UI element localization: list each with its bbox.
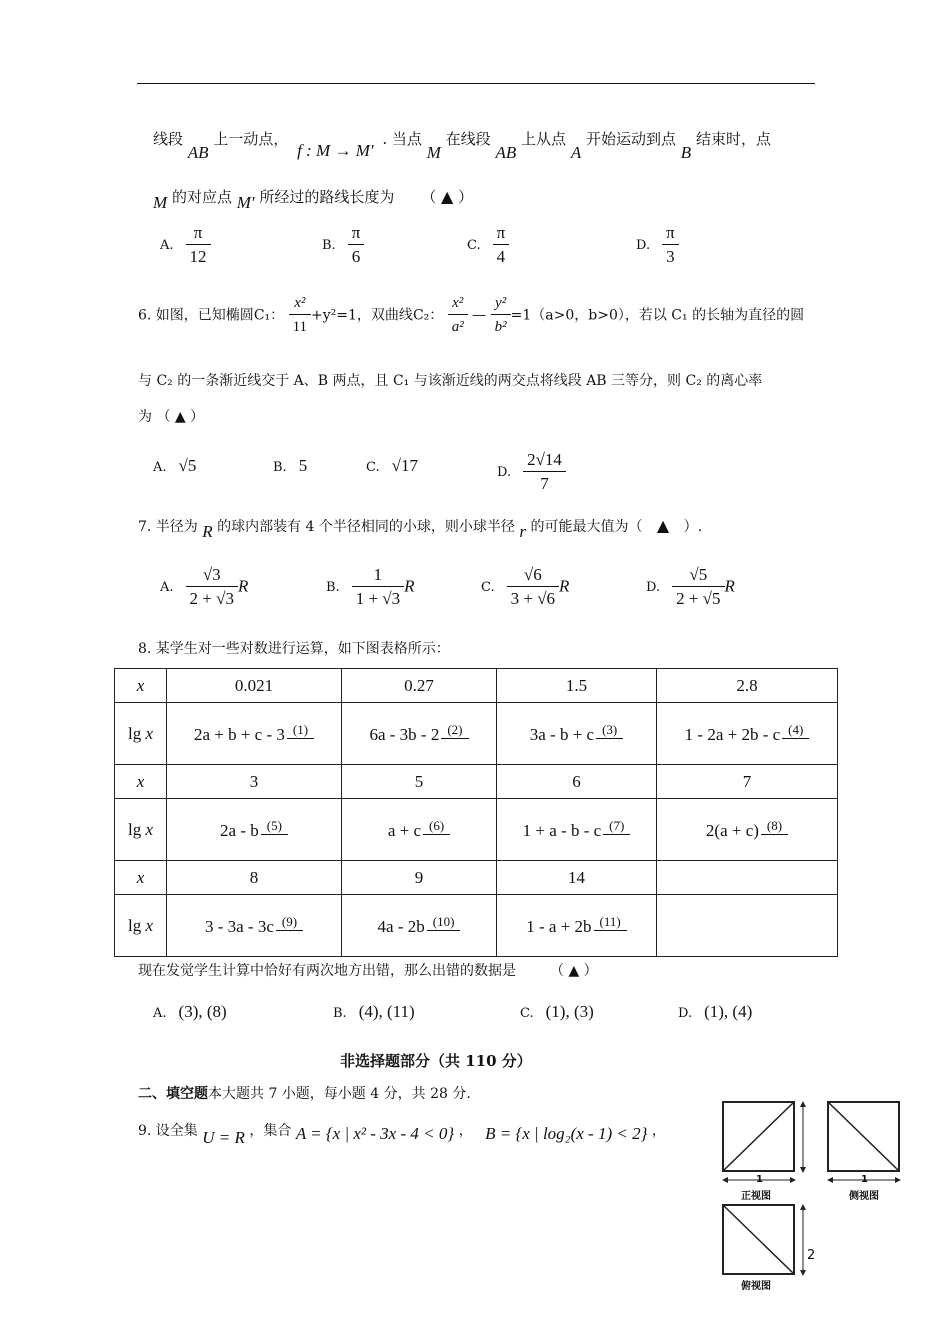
q8-option-a: A. (3), (8) [153,1002,227,1021]
q6-option-b: B. 5 [273,456,308,475]
table-row [115,799,838,861]
q7-question: 7. 半径为 R 的球内部装有 4 个半径相同的小球，则小球半径 r 的可能最大值为（ ▲ ）. [138,516,703,541]
table-cell: 1 - 2a + 2b - c (4) [657,703,838,765]
table-row [115,765,838,799]
q6-option-d: D. $\frac{2√14}{7}$ [497,449,566,496]
q8-option-c: C. (1), (3) [520,1002,594,1021]
q5-option-d: D. $\frac{\pi}{3}$ [636,222,679,269]
row-header: x [115,765,167,799]
table-cell: 0.021 [167,669,342,703]
error-tag: (8) [761,818,788,835]
q6-line-2: 与 C₂ 的一条渐近线交于 A、B 两点，且 C₁ 与该渐近线的两交点将线段 AB 三等分，则 C₂ 的离心率 [138,373,763,389]
front-dim-label: 1 [756,1174,763,1185]
row-header: lg x [115,799,167,861]
section-heading: 二、填空题本大题共 7 小题，每小题 4 分，共 28 分. [138,1086,471,1102]
table-cell: 1.5 [497,669,657,703]
table-cell: 2.8 [657,669,838,703]
error-tag: (4) [782,722,809,739]
error-tag: (3) [596,722,623,739]
top-view [722,1204,795,1275]
q6-line-1: 6. 如图，已知椭圆C₁： $\frac{\text{x²}}{11}$ +y²=1，双曲线C₂： $\frac{\text{x²}}{\text{a²}}$ — $\frac{\text{y²}}{\text{b²}}$ =1（a>0，b>0），若以 C₁ 的长轴为直径的圆 [138,292,804,339]
error-tag: (11) [594,914,627,931]
table-row [115,669,838,703]
q5-line-2: M 的对应点 M′ 所经过的路线长度为 （ ▲ ） [153,187,474,212]
error-tag: (2) [441,722,468,739]
q9-question: 9. 设全集 U = R ，集合 A = {x | x² - 3x - 4 < 0} ， B = {x | log₂(x - 1) < 2} ， [138,1123,666,1147]
log-table [114,668,838,957]
table-cell: 0.27 [342,669,497,703]
table-cell: 1 + a - b - c (7) [497,799,657,861]
table-cell: 4a - 2b (10) [342,895,497,957]
header-rule [137,83,815,84]
table-cell [657,895,838,957]
front-height-dim [796,1101,810,1173]
top-height-dim [796,1204,810,1276]
side-view [827,1101,900,1172]
q7-option-c: C. $\frac{√6}{3 + √6}$ R [481,565,570,608]
table-row [115,861,838,895]
answer-triangle: ▲ [441,187,454,206]
q5-line-1: 线段 AB 上一动点， f : M → M′ . 当点 M 在线段 AB 上从点 A 开始运动到点 B 结束时，点 [153,130,771,162]
error-tag: (7) [603,818,630,835]
table-cell: 3 [167,765,342,799]
q5-option-b: B. $\frac{\pi}{6}$ [322,222,364,269]
q5-option-a: A. $\frac{\pi}{12}$ [160,222,211,269]
table-cell: 6 [497,765,657,799]
top-view-caption: 俯视图 [741,1281,771,1292]
row-header: x [115,669,167,703]
table-cell: 8 [167,861,342,895]
table-cell: 3 - 3a - 3c (9) [167,895,342,957]
table-cell: a + c (6) [342,799,497,861]
table-cell: 9 [342,861,497,895]
table-cell: 2(a + c) (8) [657,799,838,861]
table-row [115,703,838,765]
q6-line-3: 为 （ ▲ ） [138,409,205,425]
table-cell: 1 - a + 2b (11) [497,895,657,957]
table-cell: 5 [342,765,497,799]
table-cell: 2a - b (5) [167,799,342,861]
error-tag: (10) [427,914,461,931]
q6-option-a: A. √5 [153,456,197,475]
q7-option-b: B. $\frac{1}{1 + √3}$ R [326,565,415,608]
table-cell: 3a - b + c (3) [497,703,657,765]
table-cell: 7 [657,765,838,799]
table-cell: 2a + b + c - 3 (1) [167,703,342,765]
section-title: 非选择题部分（共 110 分） [340,1052,532,1070]
row-header: lg x [115,895,167,957]
row-header: lg x [115,703,167,765]
error-tag: (6) [423,818,450,835]
error-tag: (9) [276,914,303,931]
side-dim-label: 1 [861,1174,868,1185]
top-dim-label: 2 [807,1248,816,1263]
q8-question: 8. 某学生对一些对数进行运算，如下图表格所示： [138,641,450,657]
q8-option-b: B. (4), (11) [333,1002,415,1021]
q6-option-c: C. √17 [366,456,418,475]
table-cell: 14 [497,861,657,895]
table-cell [657,861,838,895]
q7-option-a: A. $\frac{√3}{2 + √3}$ R [160,565,249,608]
table-row [115,895,838,957]
side-view-caption: 侧视图 [849,1191,879,1202]
error-tag: (5) [261,818,288,835]
table-cell: 6a - 3b - 2 (2) [342,703,497,765]
q8-option-d: D. (1), (4) [678,1002,753,1021]
q8-followup: 现在发觉学生计算中恰好有两次地方出错，那么出错的数据是 （ ▲ ） [138,963,598,979]
q5-option-c: C. $\frac{\pi}{4}$ [467,222,509,269]
front-view-caption: 正视图 [741,1191,771,1202]
q7-option-d: D. $\frac{√5}{2 + √5}$ R [646,565,735,608]
front-view [722,1101,795,1172]
error-tag: (1) [287,722,314,739]
row-header: x [115,861,167,895]
